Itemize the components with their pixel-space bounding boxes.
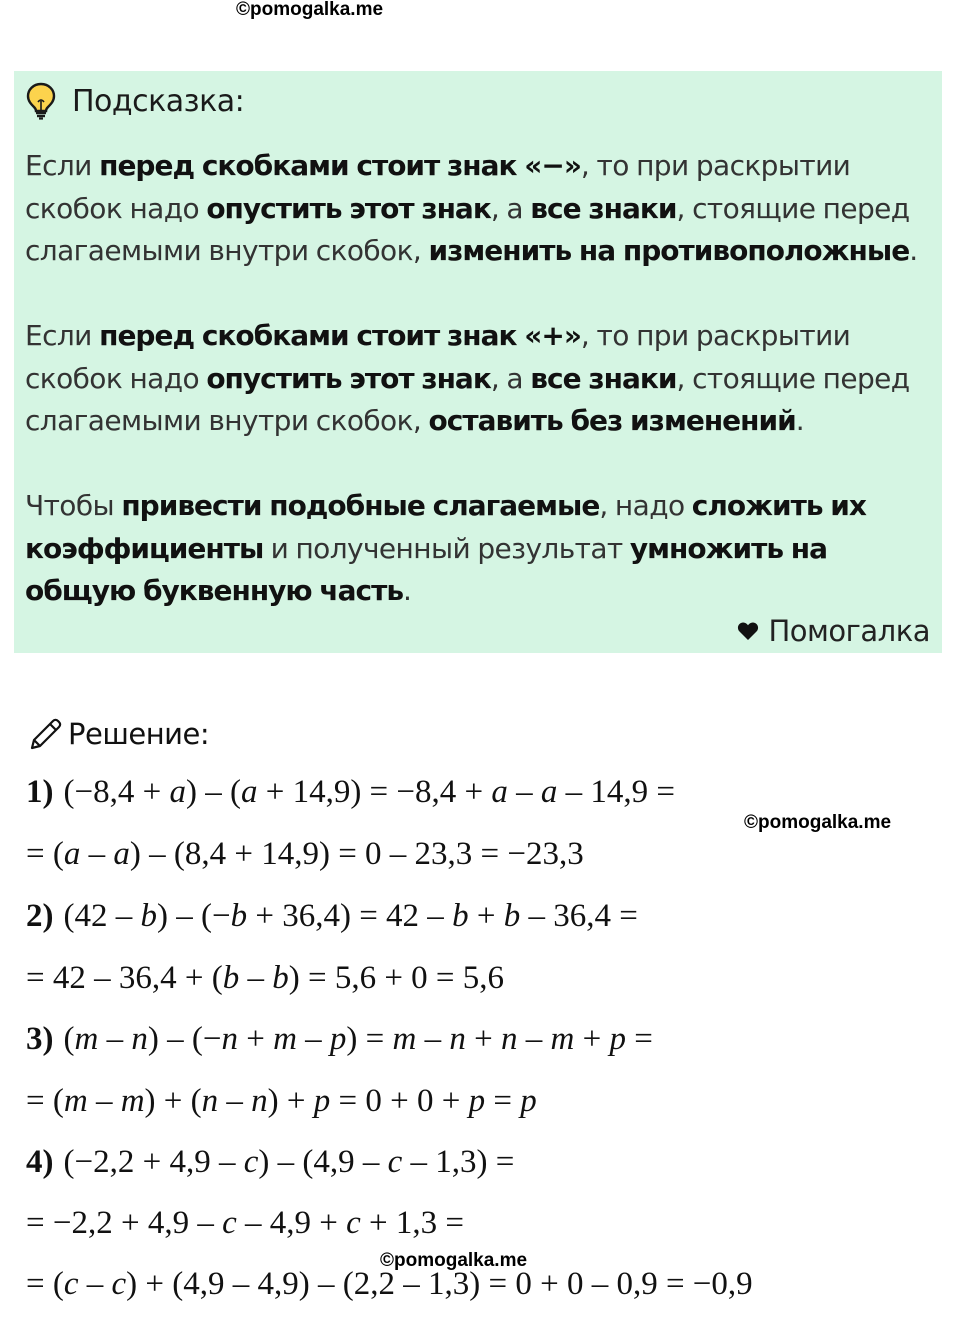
solution-line bbox=[26, 1144, 514, 1181]
solution-line bbox=[26, 1205, 464, 1242]
hint-paragraph-2 bbox=[25, 315, 925, 443]
hint-text: и полученный результат bbox=[263, 531, 630, 565]
item-number: 2) bbox=[26, 898, 54, 934]
math-expression: = 42 – 36,4 + (b – b) = 5,6 + 0 = 5,6 bbox=[26, 960, 505, 996]
hint-signature bbox=[737, 614, 931, 648]
hint-box bbox=[14, 71, 942, 653]
hint-paragraph-1 bbox=[25, 145, 925, 273]
hint-text: , то при раскрытии скобок надо bbox=[25, 149, 851, 225]
hint-text: . bbox=[403, 574, 412, 607]
hint-bold-text: все знаки bbox=[530, 191, 677, 225]
hint-text: Если bbox=[25, 149, 100, 182]
hint-text: , то при раскрытии скобок надо bbox=[25, 319, 851, 395]
item-number: 3) bbox=[26, 1021, 54, 1057]
solution-line bbox=[26, 1083, 537, 1120]
watermark-bottom: ©pomogalka.me bbox=[380, 1250, 528, 1271]
math-expression: = (m – m) + (n – n) + p = 0 + 0 + p = p bbox=[26, 1083, 537, 1119]
math-expression: (42 – b) – (−b + 36,4) = 42 – b + b – 36,4 = bbox=[63, 898, 638, 934]
pencil-icon bbox=[28, 716, 64, 752]
hint-text: Чтобы bbox=[25, 489, 122, 522]
solution-line bbox=[26, 836, 584, 873]
math-expression: (−8,4 + a) – (a + 14,9) = −8,4 + a – a – 14,9 = bbox=[63, 774, 676, 810]
hint-bold-text: перед скобками стоит знак «−» bbox=[99, 149, 581, 182]
math-expression: = −2,2 + 4,9 – c – 4,9 + c + 1,3 = bbox=[26, 1205, 465, 1241]
hint-bold-text: сложить их коэффициенты bbox=[25, 489, 866, 565]
solution-line bbox=[26, 1021, 653, 1058]
hint-text: , стоящие перед слагаемыми внутри скобок, bbox=[25, 191, 910, 267]
hint-bold-text: привести подобные слагаемые bbox=[121, 489, 600, 522]
solution-line bbox=[26, 774, 675, 811]
signature-text: Помогалка bbox=[768, 614, 930, 648]
hint-bold-text: изменить на противоположные bbox=[428, 234, 910, 267]
item-number: 1) bbox=[26, 774, 54, 810]
watermark-top: ©pomogalka.me bbox=[236, 0, 384, 20]
hint-text: , стоящие перед слагаемыми внутри скобок, bbox=[25, 361, 910, 437]
hint-bold-text: все знаки bbox=[530, 361, 677, 395]
hint-paragraph-3 bbox=[25, 485, 925, 613]
watermark-middle: ©pomogalka.me bbox=[744, 812, 892, 833]
math-expression: (−2,2 + 4,9 – c) – (4,9 – c – 1,3) = bbox=[63, 1144, 515, 1180]
hint-text: Если bbox=[25, 319, 100, 352]
solution-header bbox=[28, 716, 209, 752]
lightbulb-icon bbox=[26, 82, 56, 120]
solution-title: Решение: bbox=[68, 717, 210, 751]
math-expression: = (c – c) + (4,9 – 4,9) – (2,2 – 1,3) = 0 + 0 – 0,9 = −0,9 bbox=[26, 1266, 753, 1302]
hint-bold-text: оставить без изменений bbox=[428, 404, 796, 437]
hint-text: , а bbox=[490, 191, 531, 225]
item-number: 4) bbox=[26, 1144, 54, 1180]
hint-header bbox=[26, 81, 244, 121]
math-expression: = (a – a) – (8,4 + 14,9) = 0 – 23,3 = −23,3 bbox=[26, 836, 584, 872]
solution-line bbox=[26, 898, 638, 935]
math-expression: (m – n) – (−n + m – p) = m – n + n – m + p = bbox=[63, 1021, 653, 1057]
hint-bold-text: опустить этот знак bbox=[206, 191, 491, 225]
hint-title: Подсказка: bbox=[72, 83, 245, 119]
hint-bold-text: опустить этот знак bbox=[206, 361, 491, 395]
solution-line bbox=[26, 960, 504, 997]
hint-text: . bbox=[909, 234, 918, 267]
hint-text: , надо bbox=[599, 489, 692, 522]
hint-text: , а bbox=[490, 361, 531, 395]
hint-text: . bbox=[795, 404, 805, 437]
hint-bold-text: умножить на общую буквенную часть bbox=[25, 531, 828, 607]
hint-bold-text: перед скобками стоит знак «+» bbox=[99, 319, 581, 352]
heart-icon bbox=[737, 621, 759, 641]
